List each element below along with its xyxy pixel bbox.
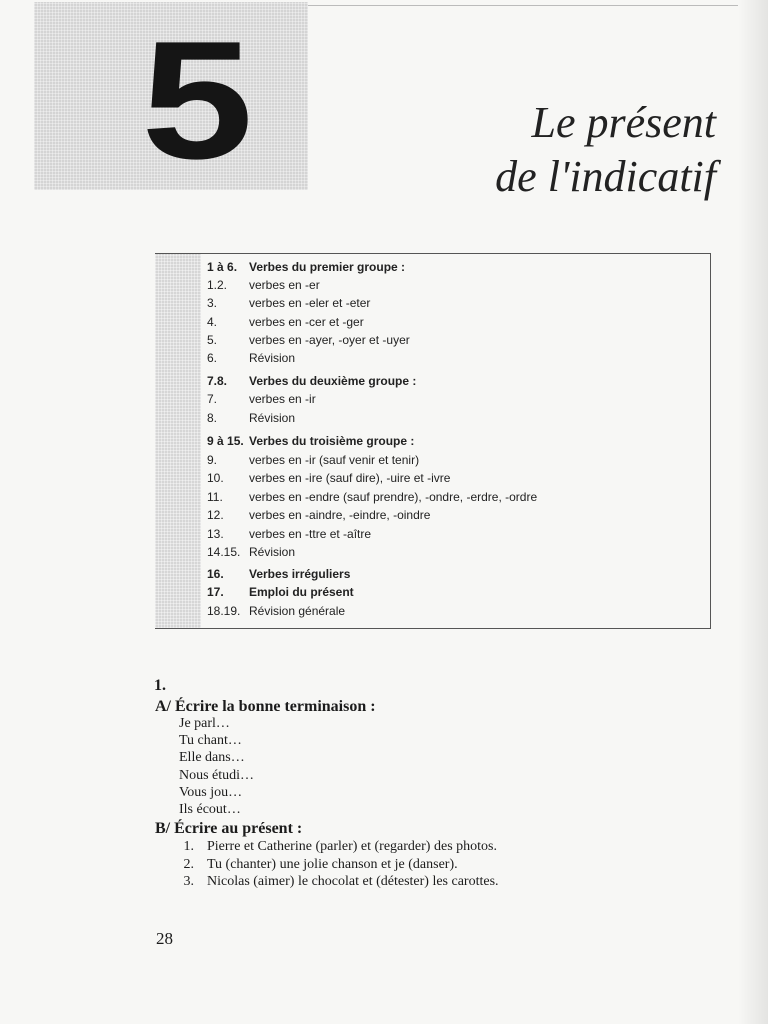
part-a-title: A/ Écrire la bonne terminaison : [155,698,376,715]
page-edge-shadow [738,0,768,1024]
toc-entry [207,453,419,467]
toc-entry-number: 4. [207,315,218,329]
toc-entry [207,296,370,310]
toc-entry [207,392,316,406]
toc-entry-number: 13. [207,527,224,541]
part-a-item: Vous jou… [179,784,243,800]
toc-entry [207,351,295,365]
toc-entry-number: 12. [207,508,224,522]
part-b-item-text: Pierre et Catherine (parler) et (regarder) des photos. [207,839,497,854]
part-b-item-text: Nicolas (aimer) le chocolat et (détester) les carottes. [207,874,499,889]
chapter-number-block [34,2,308,194]
toc-shaded-margin [155,254,201,628]
toc-entry [207,585,354,599]
toc-entry [207,411,295,425]
toc-entry-label: Emploi du présent [249,585,354,599]
toc-entry-number: 8. [207,411,218,425]
part-a-item: Je parl… [179,716,230,731]
exercise-number: 1. [154,677,166,694]
toc-entry [207,508,430,522]
toc-entry-label: Verbes du deuxième groupe : [249,374,417,388]
page-number: 28 [156,929,173,948]
toc-entry-label: verbes en -eler et -eter [249,296,371,310]
toc-entry [207,333,410,347]
part-b-title: B/ Écrire au présent : [155,820,303,837]
toc-entry [207,434,414,448]
toc-entry-label: Verbes du troisième groupe : [249,434,415,448]
toc-entry [207,278,320,292]
chapter-title-line-1: Le présent [531,98,716,147]
part-b-item-number: 3. [183,874,194,889]
chapter-number: 5 [141,6,254,194]
toc-entry-label: verbes en -ttre et -aître [249,527,372,541]
part-b-item-number: 2. [183,856,194,872]
toc-entry [207,527,371,541]
toc-entry-label: verbes en -ire (sauf dire), -uire et -ivre [249,471,451,485]
part-a-item: Nous étudi… [179,767,255,783]
toc-entry [207,374,416,388]
toc-entry-label: verbes en -er [249,278,320,292]
toc-entry-number: 10. [207,471,224,485]
toc-entry [207,604,345,618]
toc-entry-number: 3. [207,296,218,310]
toc-entry-number: 9 à 15. [207,434,244,448]
toc-entry [207,471,450,485]
part-a-item: Elle dans… [179,750,245,766]
toc-entry-label: verbes en -ir (sauf venir et tenir) [249,453,420,467]
toc-entry-number: 1.2. [207,278,228,292]
toc-entry-number: 18.19. [207,604,241,618]
chapter-title-line-2: de l'indicatif [495,152,716,201]
toc-entry-label: Verbes irréguliers [249,567,351,581]
toc-entry [207,545,295,559]
toc-entry-label: verbes en -endre (sauf prendre), -ondre, -erdre, -ordre [249,490,538,504]
toc-entry-number: 17. [207,585,224,599]
part-b-item-text: Tu (chanter) une jolie chanson et je (danser). [207,856,458,872]
toc-entry [207,260,405,274]
part-a-item: Ils écout… [179,802,241,817]
toc-entry-label: Verbes du premier groupe : [249,260,406,274]
toc-entry-number: 7. [207,392,218,406]
toc-entry-number: 6. [207,351,218,365]
toc-entry-label: verbes en -cer et -ger [249,315,364,329]
toc-entry-label: Révision [249,545,296,559]
toc-entry-label: Révision [249,411,296,425]
toc-entry [207,567,350,581]
toc-entry-number: 9. [207,453,218,467]
toc-entry-number: 1 à 6. [207,260,238,274]
toc-entry-number: 14.15. [207,545,241,559]
toc-entry-number: 5. [207,333,218,347]
toc-entry-label: verbes en -aindre, -eindre, -oindre [249,508,431,522]
part-a-item: Tu chant… [179,733,242,749]
table-of-contents [155,253,711,629]
toc-entry-label: Révision [249,351,296,365]
toc-entry [207,315,364,329]
toc-entry-number: 11. [207,490,223,504]
toc-entry [207,490,537,504]
toc-entry-number: 16. [207,567,224,581]
toc-entry-label: Révision générale [249,604,346,618]
top-rule [308,5,738,6]
toc-entry-number: 7.8. [207,374,228,388]
part-b-item-number: 1. [183,839,194,854]
chapter-title [495,96,716,204]
toc-entry-label: verbes en -ir [249,392,316,406]
toc-entry-label: verbes en -ayer, -oyer et -uyer [249,333,410,347]
